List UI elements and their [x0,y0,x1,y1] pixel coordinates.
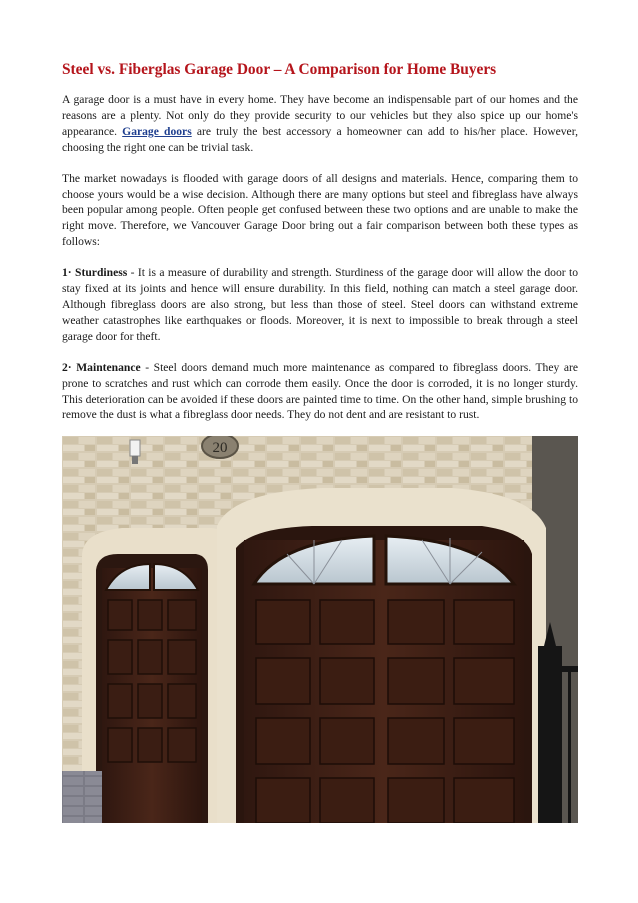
maintenance-paragraph [62,360,578,424]
point-number-1: 1· [62,266,72,280]
maintenance-text: - Steel doors demand much more maintenance as compared to fibreglass doors. They are prone to scratches and rust which can corrode them easily. Once the door is corroded, it is no longer sturdy. This deterioration can be avoided if these doors are painted time to time. On the other hand, simple brushing to remove the dust is what a fibreglass door needs. They do not dent and are resistant to rust. [62,360,578,422]
maintenance-heading: Maintenance [76,360,141,374]
garage-doors-link[interactable]: Garage doors [122,124,192,138]
garage-door-photo [62,436,578,823]
sturdiness-text: - It is a measure of durability and strength. Sturdiness of the garage door will allow the door to stay fixed at its joints and hence will ensure durability. In this field, nothing can match a steel garage door. Although fibreglass doors are also strong, but less than those of steel. Steel doors can withstand extreme weather catastrophes like earthquakes or floods. Moreover, it is next to impossible to break through a steel garage door for theft. [62,266,578,343]
sturdiness-paragraph [62,265,578,345]
intro-paragraph [62,92,578,156]
intro-text-after: are truly the best accessory a homeowner can add to his/her place. However, choosing the right one can be trivial task. [62,124,578,154]
market-paragraph: The market nowadays is flooded with garage doors of all designs and materials. Hence, comparing them to choose yours would be a wise decision. Although there are many options but steel and fibreglass have always been popular among people. Often people get confused between these two options and are unable to make the right move. Therefore, we Vancouver Garage Door bring out a fair comparison between both these types as follows: [62,171,578,249]
document-page [62,60,578,438]
point-number-2: 2· [62,360,72,374]
railing-post [538,646,562,823]
article-title: Steel vs. Fiberglas Garage Door – A Comparison for Home Buyers [62,61,497,78]
garage-door-illustration [62,436,578,823]
driveway [62,771,102,823]
house-number-text: 20 [212,440,228,456]
wall-lamp-icon [130,440,140,456]
intro-text-before: A garage door is a must have in every home. They have become an indispensable part of our homes and the reasons are a plenty. Not only do they provide security to our vehicles but they also spice up our home's appearance. [62,93,578,138]
sturdiness-heading: Sturdiness [75,266,128,280]
